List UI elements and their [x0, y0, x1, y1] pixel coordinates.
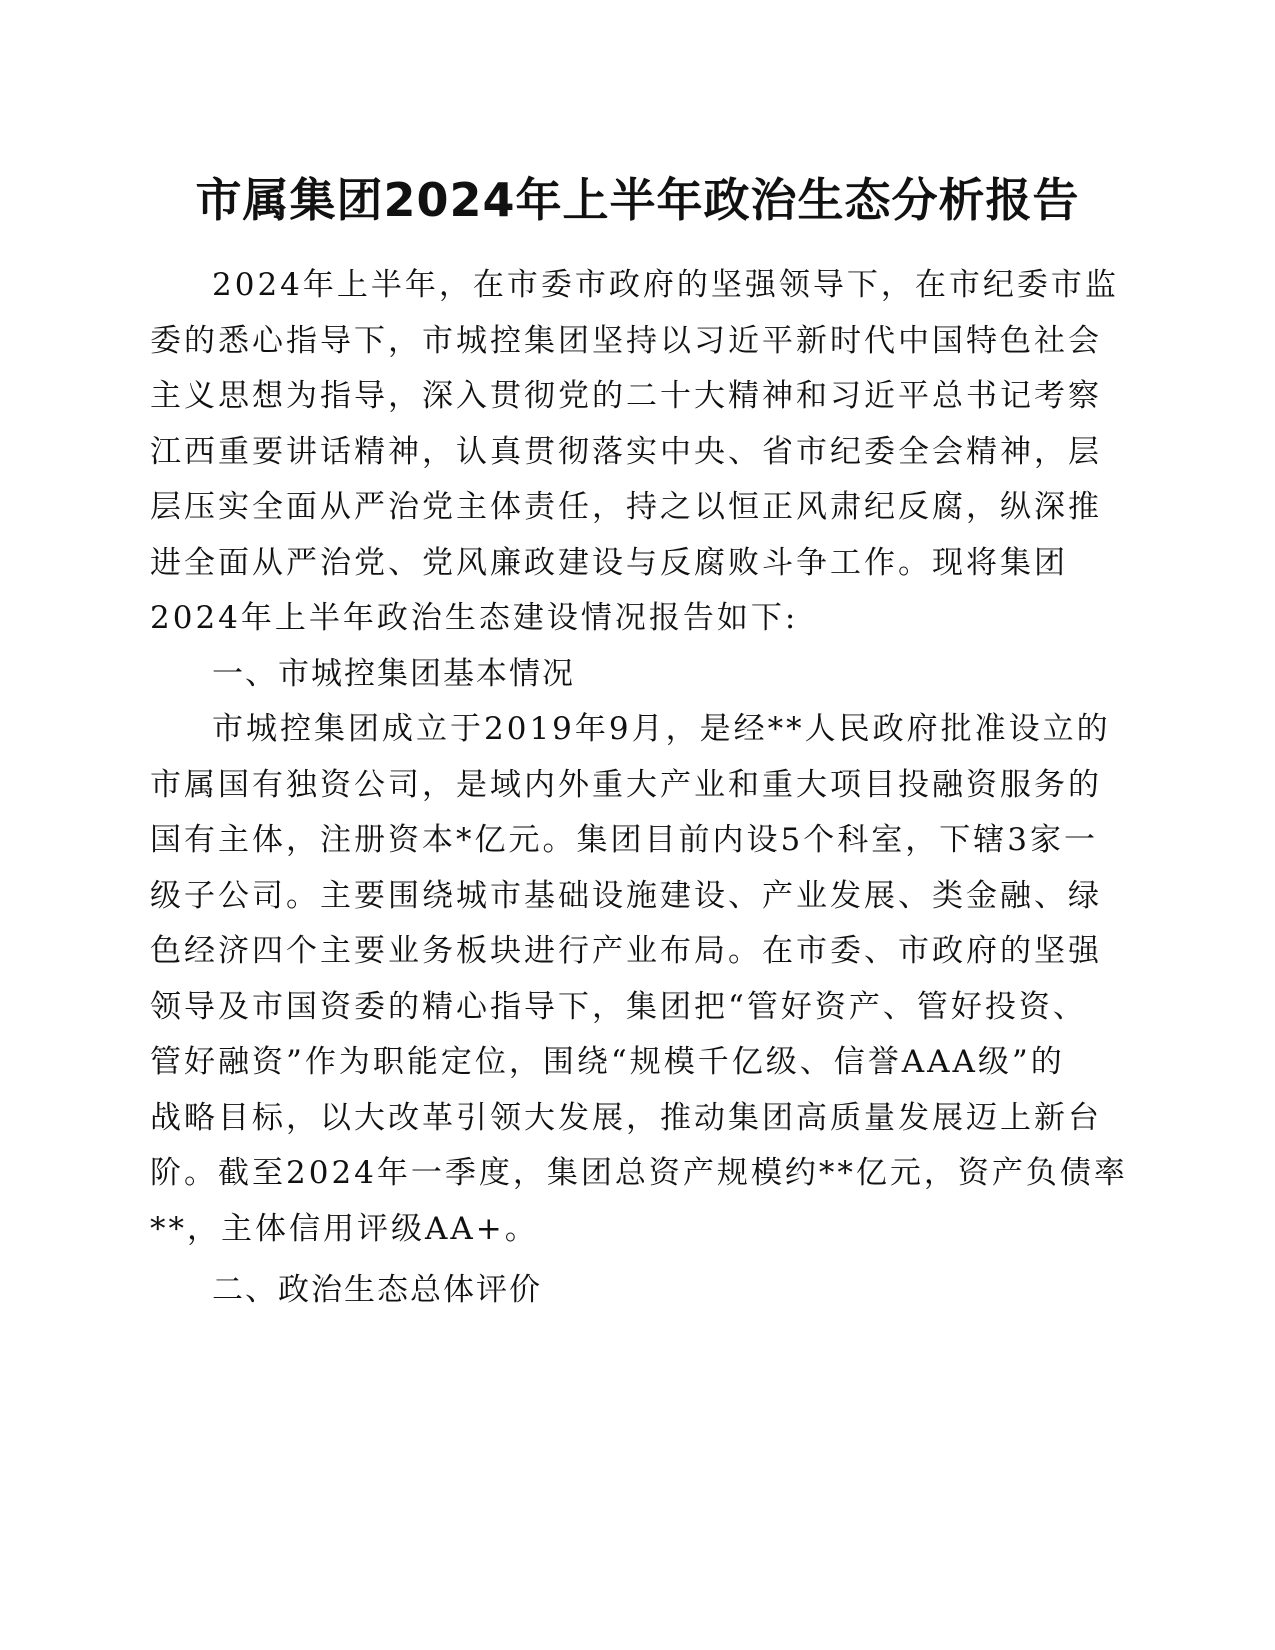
- body-line: 市属国有独资公司，是域内外重大产业和重大项目投融资服务的: [150, 766, 1102, 803]
- body-line: 领导及市国资委的精心指导下，集团把“管好资产、管好投资、: [150, 988, 1087, 1025]
- body-line: 国有主体，注册资本*亿元。集团目前内设5个科室，下辖3家一: [150, 822, 1098, 858]
- section-heading: 二、政治生态总体评价: [212, 1272, 542, 1308]
- document-title: 市属集团2024年上半年政治生态分析报告: [195, 173, 1080, 227]
- body-line: 市城控集团成立于2019年9月，是经**人民政府批准设立的: [212, 711, 1111, 747]
- body-line: 色经济四个主要业务板块进行产业布局。在市委、市政府的坚强: [150, 933, 1102, 969]
- body-line: 委的悉心指导下，市城控集团坚持以习近平新时代中国特色社会: [150, 322, 1102, 359]
- body-line: 主义思想为指导，深入贯彻党的二十大精神和习近平总书记考察: [150, 378, 1102, 414]
- document-body: [150, 258, 1128, 1319]
- body-line: 江西重要讲话精神，认真贯彻落实中央、省市纪委全会精神，层: [150, 433, 1102, 470]
- body-line: 进全面从严治党、党风廉政建设与反腐败斗争工作。现将集团: [150, 544, 1068, 581]
- body-line: 2024年上半年，在市委市政府的坚强领导下，在市纪委市监: [212, 267, 1119, 303]
- body-line: 级子公司。主要围绕城市基础设施建设、产业发展、类金融、绿: [150, 877, 1102, 914]
- body-line: 层压实全面从严治党主体责任，持之以恒正风肃纪反腐，纵深推: [150, 489, 1102, 525]
- body-line: **，主体信用评级AA+。: [150, 1210, 539, 1247]
- body-line: 2024年上半年政治生态建设情况报告如下:: [150, 600, 799, 636]
- body-line: 阶。截至2024年一季度，集团总资产规模约**亿元，资产负债率: [150, 1155, 1128, 1191]
- body-line: 战略目标，以大改革引领大发展，推动集团高质量发展迈上新台: [150, 1099, 1102, 1136]
- body-line: 管好融资”作为职能定位，围绕“规模千亿级、信誉AAA级”的: [150, 1044, 1065, 1080]
- section-heading: 一、市城控集团基本情况: [212, 655, 575, 692]
